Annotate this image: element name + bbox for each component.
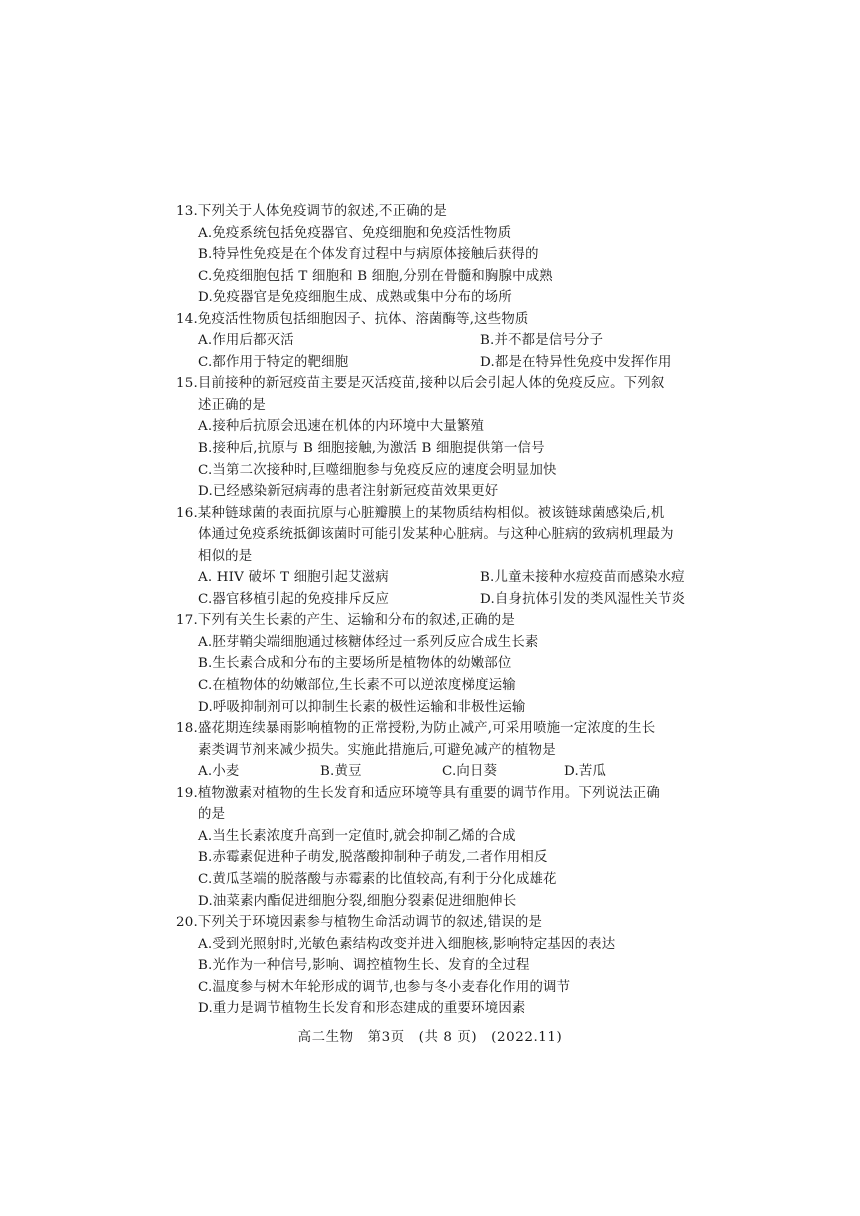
option-d: D.已经感染新冠病毒的患者注射新冠疫苗效果更好 [198, 484, 499, 500]
option-row [176, 589, 736, 611]
option-c: C.在植物体的幼嫩部位,生长素不可以逆浓度梯度运输 [198, 678, 516, 694]
option-a: A.胚芽鞘尖端细胞通过核糖体经过一系列反应合成生长素 [198, 634, 539, 650]
option-d: D.重力是调节植物生长发育和形态建成的重要环境因素 [198, 1001, 526, 1017]
option-d: D.免疫器官是免疫细胞生成、成熟或集中分布的场所 [198, 290, 512, 306]
question-stem: 17.下列有关生长素的产生、运输和分布的叙述,正确的是 [176, 613, 515, 629]
option-d: D.苦瓜 [564, 764, 607, 780]
question-list [176, 201, 736, 1020]
option-d: D.呼吸抑制剂可以抑制生长素的极性运输和非极性运输 [198, 699, 526, 715]
option-c: C.当第二次接种时,巨噬细胞参与免疫反应的速度会明显加快 [198, 462, 557, 478]
option-b: B.并不都是信号分子 [480, 333, 604, 349]
question-stem: 20.下列关于环境因素参与植物生命活动调节的叙述,错误的是 [176, 915, 543, 931]
question-stem: 18.盛花期连续暴雨影响植物的正常授粉,为防止减产,可采用喷施一定浓度的生长 [176, 721, 656, 737]
option-c: C.都作用于特定的靶细胞 [198, 354, 349, 370]
option-d: D.自身抗体引发的类风湿性关节炎 [480, 591, 686, 607]
question-stem-continued: 述正确的是 [198, 397, 266, 413]
option-d: D.都是在特异性免疫中发挥作用 [480, 354, 672, 370]
question-13 [176, 201, 736, 309]
option-a: A. HIV 破坏 T 细胞引起艾滋病 [198, 570, 389, 586]
question-18 [176, 718, 736, 783]
question-stem: 19.植物激素对植物的生长发育和适应环境等具有重要的调节作用。下列说法正确 [176, 785, 660, 801]
option-row [176, 330, 736, 352]
question-15 [176, 373, 736, 502]
option-row [176, 567, 736, 589]
option-row [176, 761, 736, 783]
option-b: B.光作为一种信号,影响、调控植物生长、发育的全过程 [198, 958, 530, 974]
option-a: A.免疫系统包括免疫器官、免疫细胞和免疫活性物质 [198, 225, 512, 241]
option-c: C.向日葵 [442, 764, 498, 780]
question-stem-continued: 体通过免疫系统抵御该菌时可能引发某种心脏病。与这种心脏病的致病机理最为 [198, 527, 674, 543]
question-20 [176, 912, 736, 1020]
option-a: A.小麦 [198, 764, 240, 780]
option-a: A.受到光照射时,光敏色素结构改变并进入细胞核,影响特定基因的表达 [198, 936, 616, 952]
question-stem: 14.免疫活性物质包括细胞因子、抗体、溶菌酶等,这些物质 [176, 311, 529, 327]
question-stem: 13.下列关于人体免疫调节的叙述,不正确的是 [176, 204, 447, 219]
question-stem-continued: 的是 [198, 807, 226, 823]
option-b: B.接种后,抗原与 B 细胞接触,为激活 B 细胞提供第一信号 [198, 441, 545, 457]
option-b: B.儿童未接种水痘疫苗而感染水痘 [480, 570, 685, 586]
option-a: A.当生长素浓度升高到一定值时,就会抑制乙烯的合成 [198, 828, 516, 844]
option-b: B.特异性免疫是在个体发育过程中与病原体接触后获得的 [198, 247, 539, 263]
option-row [176, 352, 736, 374]
question-stem-continued: 素类调节剂来减少损失。实施此措施后,可避免减产的植物是 [198, 742, 556, 758]
option-c: C.温度参与树木年轮形成的调节,也参与冬小麦春化作用的调节 [198, 979, 571, 995]
question-stem: 16.某种链球菌的表面抗原与心脏瓣膜上的某物质结构相似。被该链球菌感染后,机 [176, 505, 665, 521]
option-b: B.生长素合成和分布的主要场所是植物体的幼嫩部位 [198, 656, 512, 672]
question-14 [176, 309, 736, 374]
option-b: B.赤霉素促进种子萌发,脱落酸抑制种子萌发,二者作用相反 [198, 850, 548, 866]
option-c: C.黄瓜茎端的脱落酸与赤霉素的比值较高,有利于分化成雄花 [198, 871, 557, 887]
option-b: B.黄豆 [320, 764, 362, 780]
option-c: C.器官移植引起的免疫排斥反应 [198, 591, 390, 607]
question-stem: 15.目前接种的新冠疫苗主要是灭活疫苗,接种以后会引起人体的免疫反应。下列叙 [176, 376, 665, 392]
question-16 [176, 503, 736, 611]
option-d: D.油菜素内酯促进细胞分裂,细胞分裂素促进细胞伸长 [198, 893, 517, 909]
question-stem-continued: 相似的是 [198, 548, 253, 564]
option-c: C.免疫细胞包括 T 细胞和 B 细胞,分别在骨髓和胸腺中成熟 [198, 268, 553, 284]
option-a: A.接种后抗原会迅速在机体的内环境中大量繁殖 [198, 419, 485, 435]
question-19 [176, 783, 736, 912]
option-a: A.作用后都灭活 [198, 333, 294, 349]
page-footer: 高二生物 第3页 (共 8 页) (2022.11) [297, 1030, 563, 1045]
question-17 [176, 610, 736, 718]
